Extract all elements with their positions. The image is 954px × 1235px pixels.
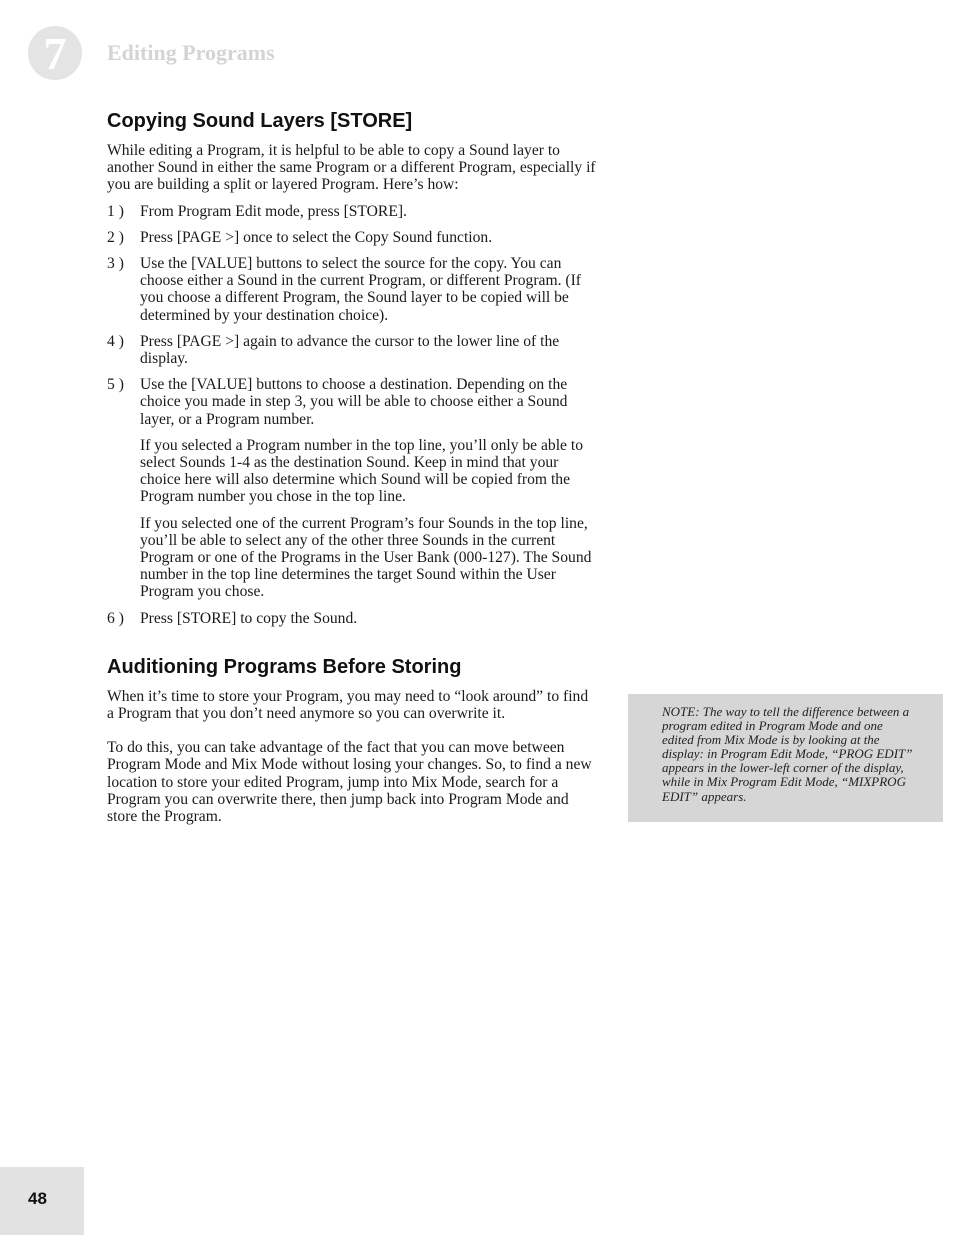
step-item	[107, 203, 597, 220]
auditioning-para-1: When it’s time to store your Program, you may need to “look around” to find a Program that you don’t need anymore so you can overwrite it.	[107, 687, 589, 723]
section-heading-copying: Copying Sound Layers [STORE]	[107, 110, 413, 132]
step5-detail-program: If you selected a Program number in the top line, you’ll only be able to select Sounds 1-4 as the destination Sound. Keep in mind that your choice here will also determine which Sound will be copied from the Program number you chose in the top line.	[140, 436, 584, 506]
step-number: 4 )	[107, 332, 124, 350]
step-number: 3 )	[107, 255, 124, 273]
step-number: 5 )	[107, 376, 124, 394]
page-number: 48	[28, 1189, 47, 1208]
step-item	[107, 333, 597, 367]
step-item	[107, 255, 597, 324]
step5-detail-sound: If you selected one of the current Program’s four Sounds in the top line, you’ll be able to select any of the other three Sounds in the current Program or one of the Programs in the User Bank (000-127). The Sound number in the top line determines the target Sound within the User Program you chose.	[140, 514, 592, 601]
step-number: 1 )	[107, 202, 124, 220]
step-number: 6 )	[107, 609, 124, 627]
step-number: 2 )	[107, 228, 124, 246]
step-text: Press [PAGE >] again to advance the cursor to the lower line of the display.	[140, 332, 560, 368]
step-item	[107, 610, 597, 627]
note-text: NOTE: The way to tell the difference between a program edited in Program Mode and one edited from Mix Mode is by looking at the display: in Program Edit Mode, “PROG EDIT” appears in the lower-left corner of the display, while in Mix Program Edit Mode, “MIXPROG EDIT” appears.	[662, 704, 913, 804]
step-text: Press [PAGE >] once to select the Copy Sound function.	[140, 228, 493, 246]
step-text: Use the [VALUE] buttons to select the source for the copy. You can choose either a Sound in the current Program, or different Program. (If you choose a different Program, the Sound layer to be copied will be determined by your destination choice).	[140, 255, 581, 324]
step-text: Press [STORE] to copy the Sound.	[140, 609, 358, 627]
chapter-number: 7	[43, 28, 67, 79]
auditioning-para-2: To do this, you can take advantage of the fact that you can move between Program Mode and Mix Mode without losing your changes. So, to find a new location to store your edited Program, jump into Mix Mode, search for a Program you can overwrite there, then jump back into Program Mode and store the Program.	[107, 739, 592, 826]
step-item	[107, 229, 597, 246]
step-item	[107, 376, 597, 428]
chapter-number-badge	[28, 26, 82, 80]
section-intro: While editing a Program, it is helpful to be able to copy a Sound layer to another Sound in either the same Program or a different Program, especially if you are building a split or layered Program. Here’s how:	[107, 142, 596, 194]
note-box	[628, 694, 943, 822]
main-content	[107, 109, 597, 834]
section-heading-auditioning: Auditioning Programs Before Storing	[107, 655, 462, 678]
step-text: Use the [VALUE] buttons to choose a destination. Depending on the choice you made in step 3, you will be able to choose either a Sound layer, or a Program number.	[140, 376, 568, 428]
step-text: From Program Edit mode, press [STORE].	[140, 202, 407, 220]
chapter-title: Editing Programs	[107, 40, 275, 65]
